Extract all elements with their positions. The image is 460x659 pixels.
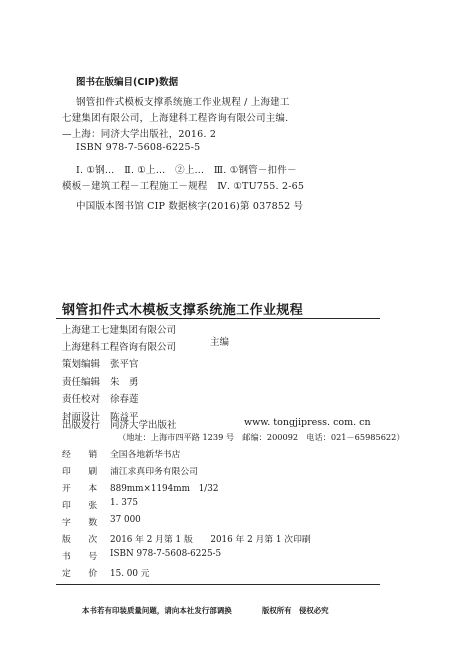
cip-isbn-line: ISBN 978-7-5608-6225-5 [76,142,201,153]
spec-label: 印 刷 [62,467,98,477]
spec-label: 版 次 [62,535,98,545]
publisher-url: www. tongjipress. com. cn [244,417,371,428]
credit-label: 责任校对 [62,394,101,405]
cip-line: 七建集团有限公司，上海建科工程咨询有限公司主编. [62,113,289,124]
author-name: 上海建科工程咨询有限公司 [62,342,177,353]
chief-editor-label: 主编 [210,337,230,348]
cip-line: 钢管扣件式模板支撑系统施工作业规程 / 上海建工 [76,97,290,108]
cip-heading: 图书在版编目(CIP)数据 [76,77,179,88]
bottom-rule [56,584,380,585]
spec-value: 1. 375 [110,498,138,508]
spec-label: 经 销 [62,450,98,460]
cip-classification-line: Ⅰ. ①钢… Ⅱ. ①上… ②上… Ⅲ. ①钢管－扣件－ [76,165,297,176]
title-rule [56,318,380,319]
quality-notice: 本书若有印装质量问题，请向本社发行部调换 [82,606,232,615]
spec-value: 2016 年 2 月第 1 版 2016 年 2 月第 1 次印刷 [110,535,311,545]
spec-value: 全国各地新华书店 [110,450,181,460]
credit-label: 责任编辑 [62,377,101,388]
credit-label: 封面设计 [62,412,101,423]
spec-label: 印 张 [62,501,98,511]
book-title: 钢管扣件式木模板支撑系统施工作业规程 [62,303,304,318]
credit-label: 策划编辑 [62,359,101,370]
spec-label: 开 本 [62,484,98,494]
spec-value: 15. 00 元 [110,569,150,579]
credit-value: 陈益平 [110,412,139,423]
spec-value: 889mm×1194mm 1/32 [110,484,219,494]
spec-label: 字 数 [62,518,98,528]
spec-label: 书 号 [62,552,98,562]
credit-value: 徐春莲 [110,394,139,405]
publisher-label: 出版发行 [62,420,101,431]
spec-value: 浦江求真印务有限公司 [110,467,198,477]
author-name: 上海建工七建集团有限公司 [62,325,177,336]
spec-value: 37 000 [110,515,141,525]
cip-record-number: 中国版本图书馆 CIP 数据核字(2016)第 037852 号 [76,201,304,212]
publisher-name: 同济大学出版社 [110,420,177,431]
credit-value: 朱 勇 [110,377,139,388]
publisher-address: （地址：上海市四平路 1239 号 邮编：200092 电话：021－65985622） [118,432,405,442]
cip-line: —上海：同济大学出版社，2016. 2 [62,129,217,140]
spec-value: ISBN 978-7-5608-6225-5 [110,549,222,559]
copyright-notice: 版权所有 侵权必究 [262,606,329,615]
cip-classification-line: 模板－建筑工程－工程施工－规程 Ⅳ. ①TU755. 2-65 [62,181,305,192]
spec-label: 定 价 [62,569,98,579]
credit-value: 张平官 [110,359,139,370]
